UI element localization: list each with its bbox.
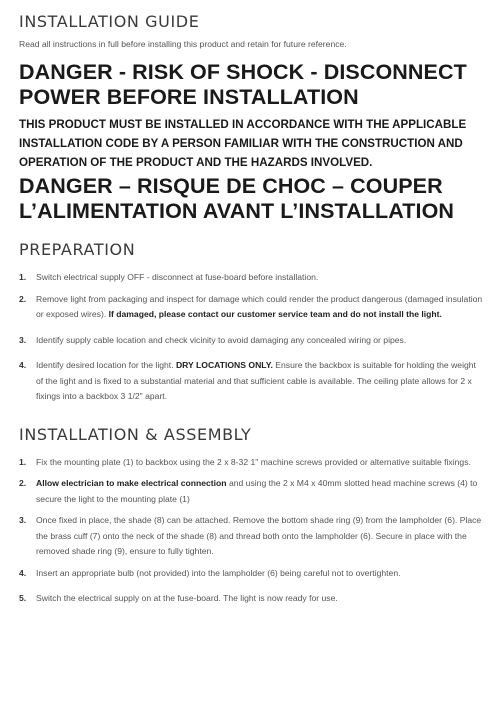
step-number: 4. [19, 360, 27, 370]
preparation-title: PREPARATION [19, 240, 136, 259]
step-text-pre: Identify desired location for the light. [36, 360, 176, 370]
step-number: 1. [19, 456, 27, 467]
step-text: Switch the electrical supply on at the fuse-board. The light is now ready for use. [36, 593, 338, 603]
step-number: 2. [19, 293, 27, 304]
step-text: Ensure the backbox is suitable for holding the weight of the light and is fixed to a substantial material and that sufficient cable is available. The ceiling plate allows for 2 x fixings into a backbox 3 1/2" apart. [36, 360, 476, 401]
step-text: Remove light from packaging and inspect for damage which could render the product dangerous (damaged insulation or exposed wires). [36, 293, 483, 319]
list-item [19, 566, 485, 582]
list-item [19, 333, 485, 349]
installation-notice: THIS PRODUCT MUST BE INSTALLED IN ACCORDANCE WITH THE APPLICABLE INSTALLATION CODE BY A PERSON FAMILIAR WITH THE CONSTRUCTION AND OPERATION OF THE PRODUCT AND THE HAZARDS INVOLVED. [19, 118, 467, 169]
danger-english [19, 60, 485, 110]
step-number: 4. [19, 567, 27, 578]
assembly-title: INSTALLATION & ASSEMBLY [19, 424, 252, 444]
step-text: Insert an appropriate bulb (not provided) into the lampholder (6) being careful not to overtighten. [36, 567, 401, 578]
assembly-steps [19, 455, 485, 607]
list-item [19, 358, 485, 405]
danger-french [19, 174, 485, 224]
danger-fr-line1: DANGER – RISQUE DE CHOC – COUPER [19, 174, 443, 198]
step-warning: DRY LOCATIONS ONLY. [175, 360, 273, 370]
step-number: 3. [19, 334, 27, 345]
list-item [19, 455, 485, 471]
step-text: Once fixed in place, the shade (8) can be attached. Remove the bottom shade ring (9) from the lampholder (6). Place the brass cuff (7) onto the neck of the shade (8) and thread both onto the lampholder (6). Secure in place with the removed shade ring (9), ensure to fully tighten. [36, 515, 482, 556]
step-number: 3. [19, 515, 27, 525]
step-number: 2. [19, 478, 27, 488]
preparation-steps [19, 270, 485, 405]
preparation-section [19, 240, 485, 405]
danger-en-line1: DANGER - RISK OF SHOCK - DISCONNECT [19, 60, 467, 84]
list-item [19, 513, 485, 560]
danger-en-line2: POWER BEFORE INSTALLATION [19, 85, 359, 109]
list-item [19, 270, 485, 286]
step-text: Switch electrical supply OFF - disconnect at fuse-board before installation. [36, 272, 319, 282]
list-item [19, 292, 485, 323]
list-item [19, 476, 485, 507]
list-item [19, 591, 485, 607]
guide-title: INSTALLATION GUIDE [19, 12, 200, 31]
intro-text: Read all instructions in full before installing this product and retain for future reference. [19, 39, 347, 49]
step-warning: If damaged, please contact our customer service team and do not install the light. [106, 309, 442, 319]
step-number: 1. [19, 272, 27, 282]
step-emphasis: Allow electrician to make electrical connection [36, 478, 227, 488]
danger-fr-line2: L’ALIMENTATION AVANT L’INSTALLATION [19, 199, 455, 223]
step-text: Fix the mounting plate (1) to backbox using the 2 x 8-32 1" machine screws provided or alternative suitable fixings. [36, 456, 471, 467]
assembly-section [19, 425, 485, 607]
step-number: 5. [19, 593, 27, 603]
step-text: and using the 2 x M4 x 40mm slotted head machine screws (4) to secure the light to the mounting plate (1) [36, 478, 478, 504]
step-text: Identify supply cable location and check vicinity to avoid damaging any concealed wiring or pipes. [36, 334, 407, 345]
